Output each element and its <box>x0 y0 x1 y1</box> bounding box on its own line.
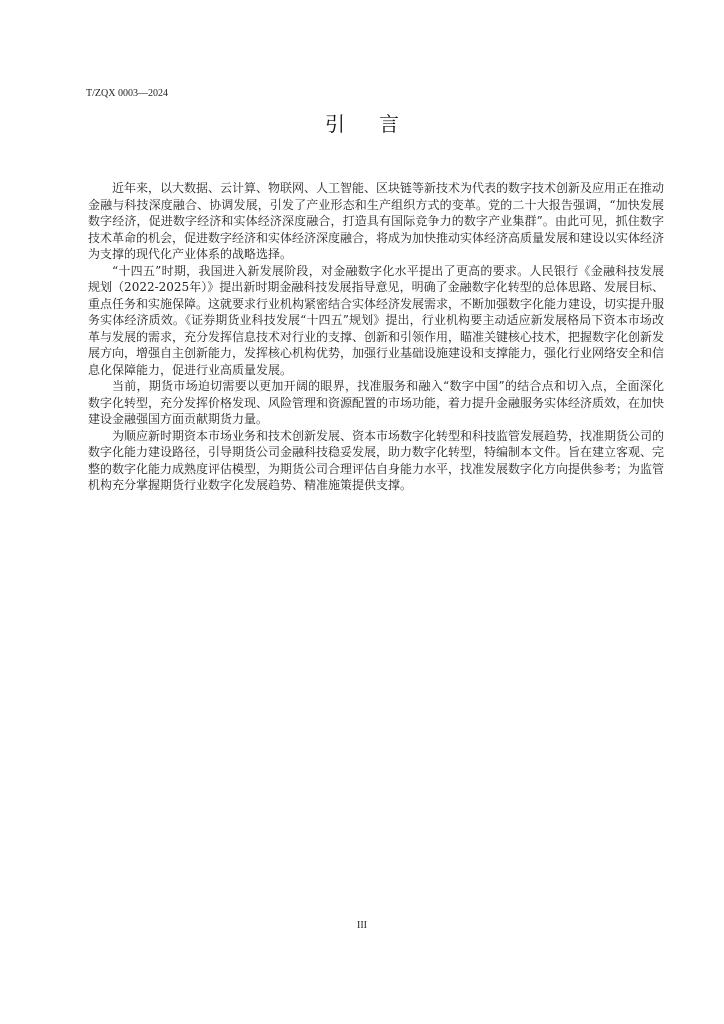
paragraph: “十四五”时期，我国进入新发展阶段，对金融数字化水平提出了更高的要求。人民银行《金融科技发展规划（2022-2025年）》提出新时期金融科技发展指导意见，明确了金融数字化转型的总体思路、发展目标、重点任务和实施保障。这就要求行业机构紧密结合实体经济发展需求，不断加强数字化能力建设，切实提升服务实体经济质效。《证券期货业科技发展“十四五”规划》提出，行业机构要主动适应新发展格局下资本市场改革与发展的需求，充分发挥信息技术对行业的支撑、创新和引领作用，瞄准关键核心技术，把握数字化创新发展方向，增强自主创新能力，发挥核心机构优势，加强行业基础设施建设和支撑能力，强化行业网络安全和信息化保障能力，促进行业高质量发展。 <box>88 263 665 377</box>
page-number: III <box>357 920 367 931</box>
document-code: T/ZQX 0003—2024 <box>86 88 168 99</box>
body-text <box>88 180 664 494</box>
paragraph: 为顺应新时期资本市场业务和技术创新发展、资本市场数字化转型和科技监管发展趋势，找准期货公司的数字化能力建设路径，引导期货公司金融科技稳妥发展，助力数字化转型，特编制本文件。旨在建立客观、完整的数字化能力成熟度评估模型，为期货公司合理评估自身能力水平，找准发展数字化方向提供参考；为监管机构充分掌握期货行业数字化发展趋势、精准施策提供支撑。 <box>88 428 665 492</box>
section-title: 引言 <box>325 112 433 136</box>
paragraph: 当前，期货市场迫切需要以更加开阔的眼界，找准服务和融入“数字中国”的结合点和切入点，全面深化数字化转型，充分发挥价格发现、风险管理和资源配置的市场功能，着力提升金融服务实体经济质效，在加快建设金融强国方面贡献期货力量。 <box>88 379 665 426</box>
paragraph: 近年来，以大数据、云计算、物联网、人工智能、区块链等新技术为代表的数字技术创新及应用正在推动金融与科技深度融合、协调发展，引发了产业形态和生产组织方式的变革。党的二十大报告强调，“加快发展数字经济，促进数字经济和实体经济深度融合，打造具有国际竞争力的数字产业集群”。由此可见，抓住数字技术革命的机会，促进数字经济和实体经济深度融合，将成为加快推动实体经济高质量发展和建设以实体经济为支撑的现代化产业体系的战略选择。 <box>88 181 665 261</box>
